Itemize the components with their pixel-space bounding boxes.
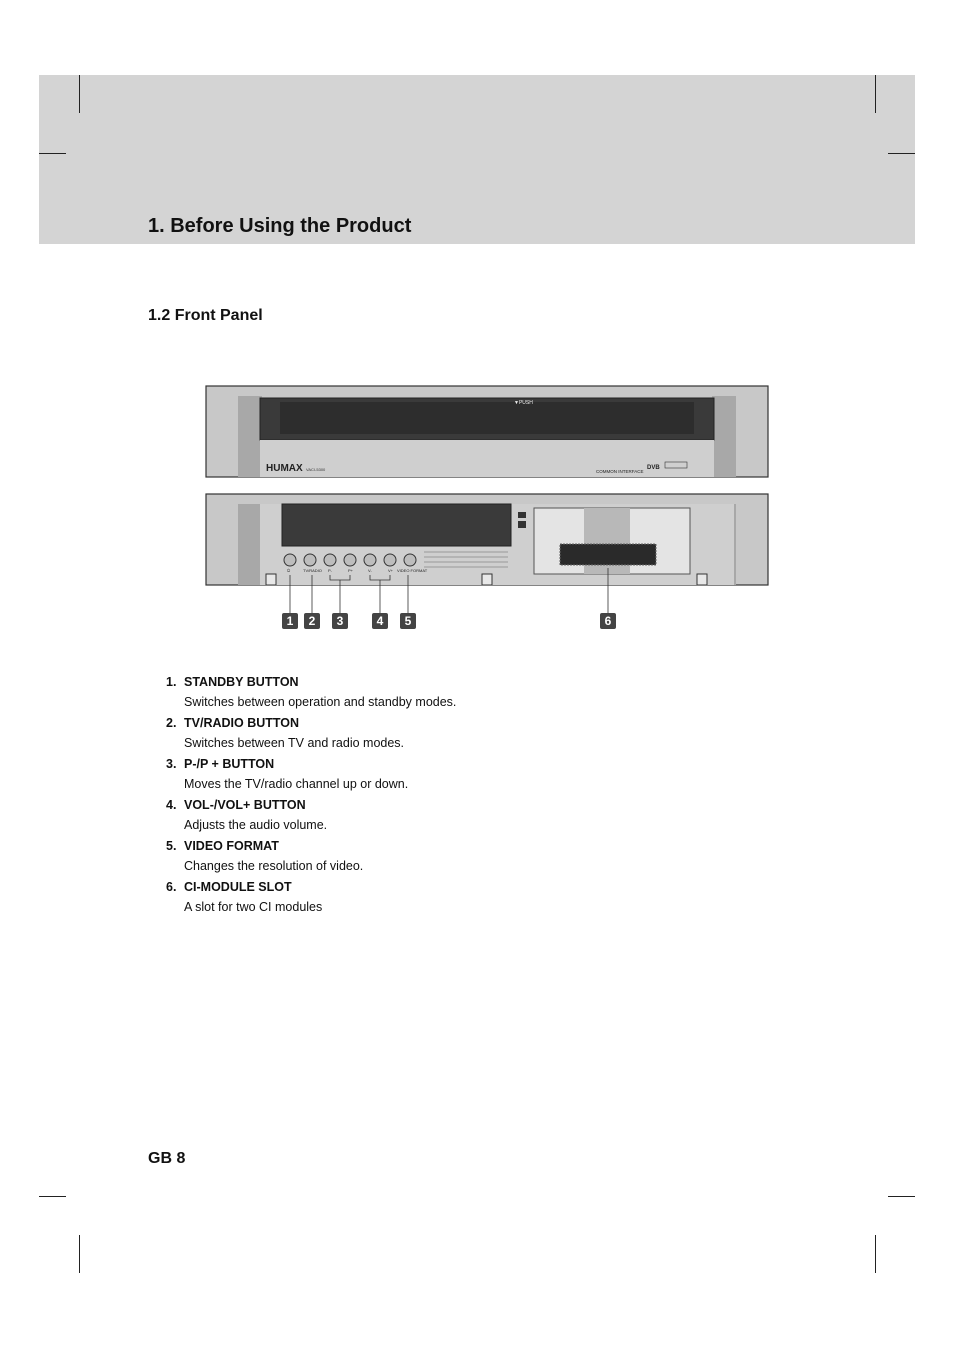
list-item xyxy=(166,797,766,838)
item-text: Adjusts the audio volume. xyxy=(184,818,328,832)
item-number: 3. xyxy=(166,757,177,771)
crop-mark-top-right-v xyxy=(875,75,876,113)
item-title: P-/P + BUTTON xyxy=(184,757,275,771)
callout-3: 3 xyxy=(336,614,344,628)
description-list xyxy=(166,674,766,920)
page-title: 1. Before Using the Product xyxy=(148,215,412,237)
callout-4: 4 xyxy=(376,614,384,628)
btn-label-video-format: VIDEO FORMAT xyxy=(397,568,428,573)
item-number: 2. xyxy=(166,716,177,730)
crop-mark-bottom-right-v xyxy=(875,1235,876,1273)
item-title: VOL-/VOL+ BUTTON xyxy=(184,798,306,812)
callout-5: 5 xyxy=(404,614,412,628)
btn-label-v-plus: V+ xyxy=(388,568,394,573)
item-text: A slot for two CI modules xyxy=(184,900,323,914)
front-panel-figure xyxy=(200,380,774,638)
dvb-logo: DVB xyxy=(647,465,660,471)
callout-6: 6 xyxy=(604,614,612,628)
display-window xyxy=(282,504,511,546)
crop-mark-bottom-right-h xyxy=(888,1196,915,1197)
item-title: TV/RADIO BUTTON xyxy=(184,716,300,730)
crop-mark-top-left-h xyxy=(39,153,66,154)
item-number: 4. xyxy=(166,798,177,812)
item-title: STANDBY BUTTON xyxy=(184,675,299,689)
crop-mark-top-left-v xyxy=(79,75,80,113)
ci-slot xyxy=(560,544,656,565)
crop-mark-bottom-left-h xyxy=(39,1196,66,1197)
list-item xyxy=(166,838,766,879)
item-text: Moves the TV/radio channel up or down. xyxy=(184,777,409,791)
btn-label-p-plus: P+ xyxy=(348,568,354,573)
item-title: VIDEO FORMAT xyxy=(184,839,279,853)
btn-label-tvradio: TV/RADIO xyxy=(303,568,322,573)
item-number: 6. xyxy=(166,880,177,894)
callout-1: 1 xyxy=(286,614,294,628)
page-number: GB 8 xyxy=(148,1150,186,1167)
item-text: Changes the resolution of video. xyxy=(184,859,364,873)
item-text: Switches between operation and standby modes. xyxy=(184,695,457,709)
section-title: 1.2 Front Panel xyxy=(148,307,263,324)
push-label: ▼PUSH xyxy=(514,400,533,406)
btn-label-v-minus: V- xyxy=(368,568,372,573)
btn-label-p-minus: P- xyxy=(328,568,332,573)
model-label: VACI-5300 xyxy=(306,467,326,472)
item-text: Switches between TV and radio modes. xyxy=(184,736,405,750)
item-number: 5. xyxy=(166,839,177,853)
brand-logo: HUMAX xyxy=(266,463,303,474)
btn-label-standby: ⏻ xyxy=(287,568,291,573)
ci-label: COMMON INTERFACE xyxy=(596,469,644,474)
list-item xyxy=(166,756,766,797)
crop-mark-bottom-left-v xyxy=(79,1235,80,1273)
item-title: CI-MODULE SLOT xyxy=(184,880,292,894)
list-item xyxy=(166,879,766,920)
crop-mark-top-right-h xyxy=(888,153,915,154)
list-item xyxy=(166,674,766,715)
callout-2: 2 xyxy=(308,614,316,628)
item-number: 1. xyxy=(166,675,177,689)
list-item xyxy=(166,715,766,756)
